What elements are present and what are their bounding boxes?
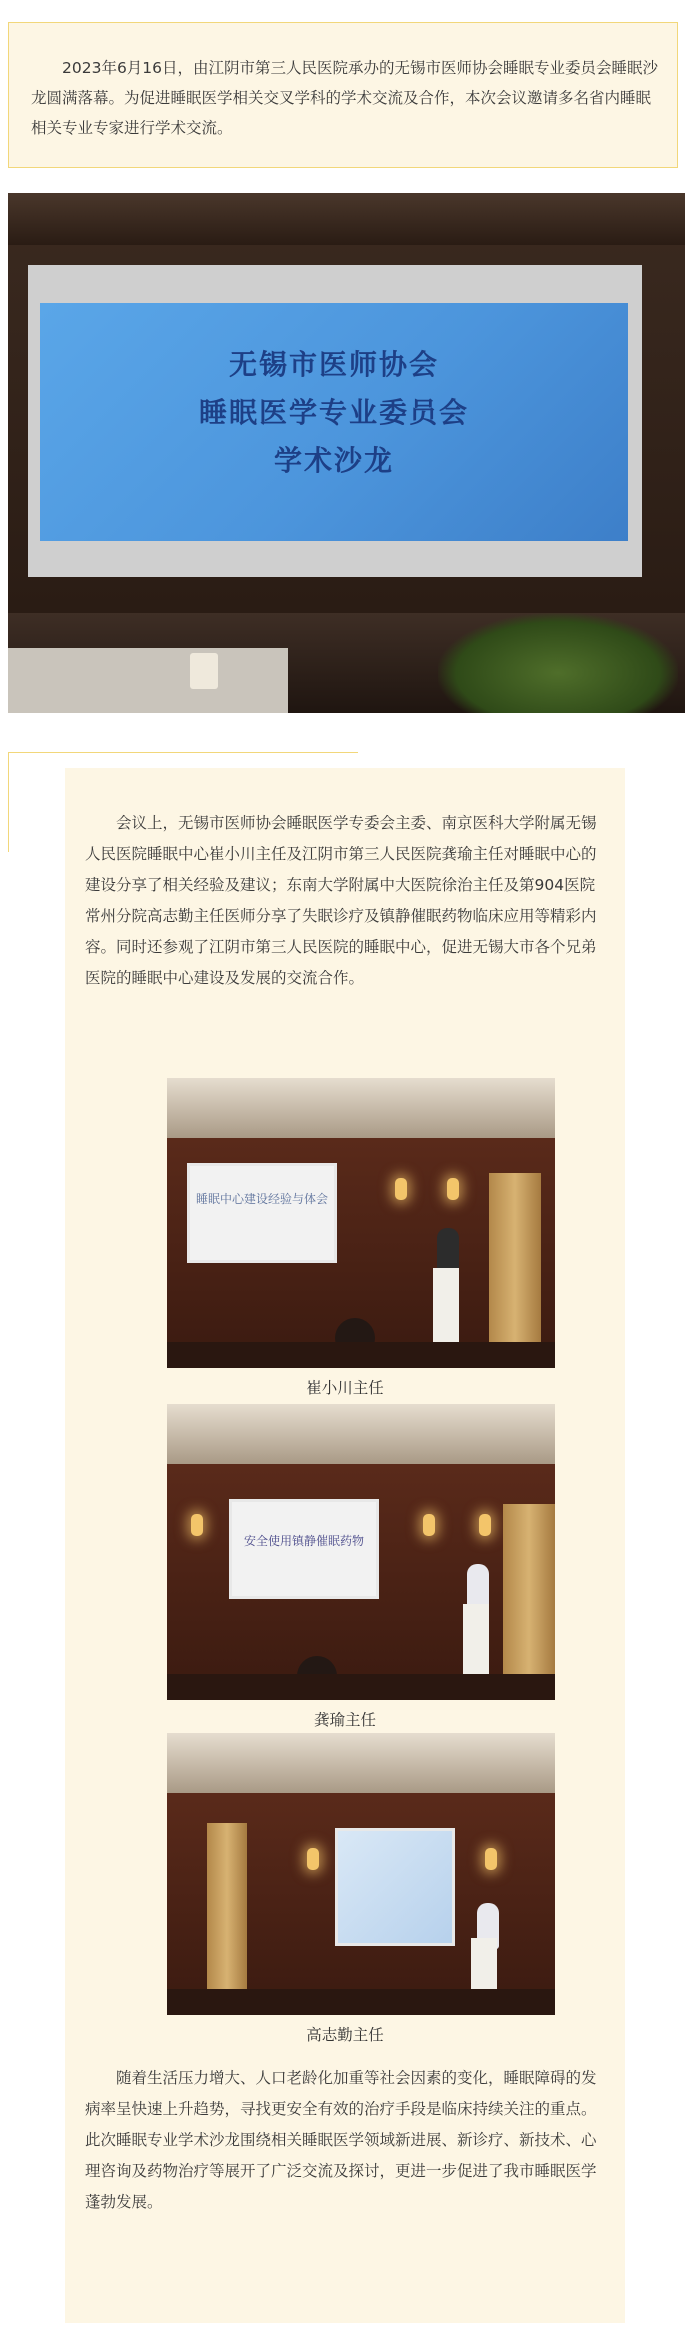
intro-box — [8, 22, 678, 168]
screen-line-1: 无锡市医师协会 — [228, 348, 439, 381]
speaker-photo-3 — [167, 1733, 555, 2015]
wall-lamp — [423, 1514, 435, 1536]
plant — [438, 613, 678, 713]
wall-lamp — [485, 1848, 497, 1870]
wall-lamp — [395, 1178, 407, 1200]
meeting-room-photo — [8, 193, 685, 713]
photo-floor — [167, 1674, 555, 1700]
curtain — [489, 1173, 541, 1348]
photo-ceiling — [167, 1733, 555, 1793]
podium — [433, 1268, 459, 1348]
intro-paragraph: 2023年6月16日，由江阴市第三人民医院承办的无锡市医师协会睡眠专业委员会睡眠沙龙圆满落幕。为促进睡眠医学相关交叉学科的学术交流及合作，本次会议邀请多名省内睡眠相关专业专家进行学术交流。 — [31, 59, 659, 137]
speaker-photo-2 — [167, 1404, 555, 1700]
speaker-photo-1 — [167, 1078, 555, 1368]
projection-screen — [187, 1163, 337, 1263]
screen-title: 安全使用镇静催眠药物 — [243, 1534, 364, 1548]
wall-lamp — [447, 1178, 459, 1200]
caption-speaker-3: 高志勤主任 — [306, 2026, 384, 2044]
caption-speaker-2: 龚瑜主任 — [313, 1711, 376, 1729]
wall-lamp — [307, 1848, 319, 1870]
podium — [463, 1604, 489, 1684]
screen-title: 睡眠中心建设经验与体会 — [195, 1192, 328, 1206]
paragraph-meeting: 会议上，无锡市医师协会睡眠医学专委会主委、南京医科大学附属无锡人民医院睡眠中心崔小川主任及江阴市第三人民医院龚瑜主任对睡眠中心的建设分享了相关经验及建议；东南大学附属中大医院徐治主任及第904医院常州分院高志勤主任医师分享了失眠诊疗及镇静催眠药物临床应用等精彩内容。同时还参观了江阴市第三人民医院的睡眠中心，促进无锡大市各个兄弟医院的睡眠中心建设及发展的交流合作。 — [85, 814, 597, 987]
content-card — [65, 768, 625, 2323]
paragraph-summary: 随着生活压力增大、人口老龄化加重等社会因素的变化，睡眠障碍的发病率呈快速上升趋势，寻找更安全有效的治疗手段是临床持续关注的重点。此次睡眠专业学术沙龙围绕相关睡眠医学领域新进展、新诊疗、新技术、心理咨询及药物治疗等展开了广泛交流及探讨，更进一步促进了我市睡眠医学蓬勃发展。 — [85, 2069, 597, 2211]
tea-cup — [190, 653, 218, 689]
projection-screen — [40, 303, 628, 541]
curtain — [503, 1504, 555, 1680]
wall-lamp — [479, 1514, 491, 1536]
projection-screen — [229, 1499, 379, 1599]
desk-papers — [8, 648, 288, 713]
wall-lamp — [191, 1514, 203, 1536]
caption-speaker-1: 崔小川主任 — [306, 1379, 384, 1397]
photo-floor — [167, 1342, 555, 1368]
photo-ceiling — [167, 1404, 555, 1464]
screen-line-2: 睡眠医学专业委员会 — [198, 396, 469, 429]
photo-floor — [167, 1989, 555, 2015]
photo-ceiling — [167, 1078, 555, 1138]
photo-ceiling — [8, 193, 685, 245]
wall-panel — [207, 1823, 247, 1995]
screen-line-3: 学术沙龙 — [273, 444, 394, 477]
projection-screen — [335, 1828, 455, 1946]
